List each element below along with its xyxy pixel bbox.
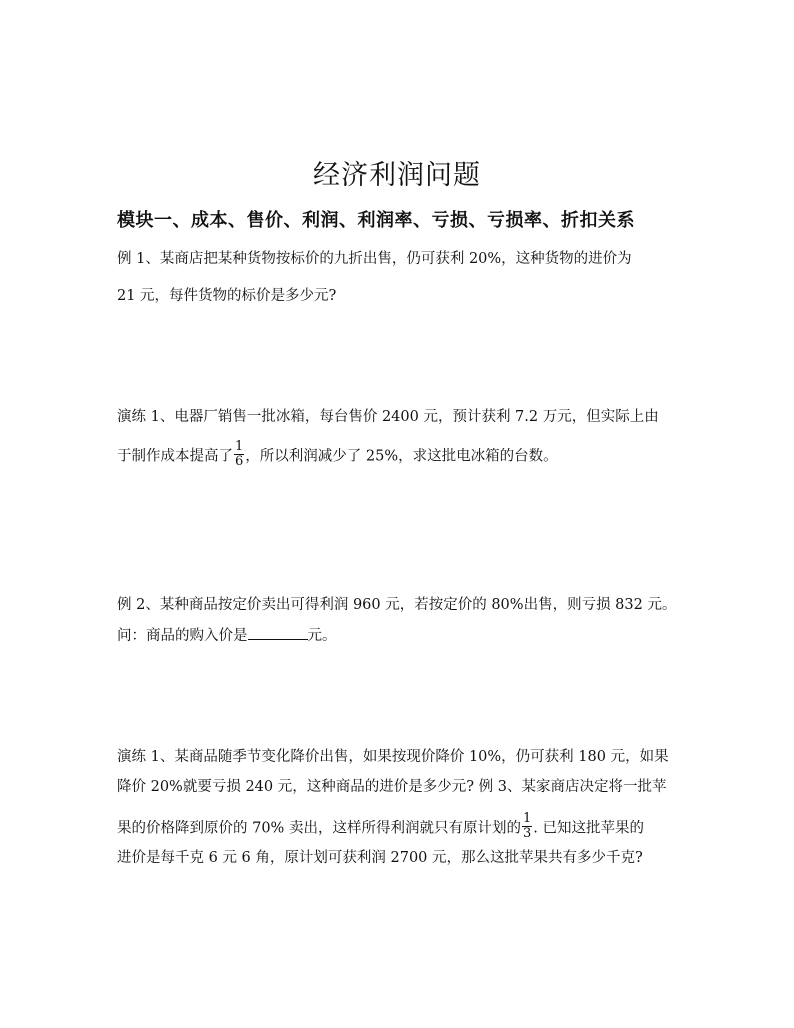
fraction-numerator: 1	[522, 811, 532, 826]
practice1-line2-after: ，所以利润减少了 25%，求这批电冰箱的台数。	[245, 448, 558, 465]
practice1-line2	[117, 439, 558, 471]
section-heading: 模块一、成本、售价、利润、利润率、亏损、亏损率、折扣关系	[117, 210, 635, 231]
practice1-line2-before: 于制作成本提高了	[117, 448, 233, 465]
example2-line2	[117, 623, 337, 648]
page-title: 经济利润问题	[313, 160, 481, 191]
practice2-line2: 降价 20%就要亏损 240 元，这种商品的进价是多少元? 例 3、某家商店决定将一批苹	[117, 779, 667, 795]
fraction-denominator: 3	[522, 826, 532, 841]
practice1-line1: 演练 1、电器厂销售一批冰箱，每台售价 2400 元，预计获利 7.2 万元，但实际上由	[117, 409, 659, 425]
example2-line2-after: 元。	[307, 628, 337, 644]
practice2-line1: 演练 1、某商品随季节变化降价出售，如果按现价降价 10%，仍可获利 180 元，如果	[117, 749, 669, 765]
example1-line2: 21 元，每件货物的标价是多少元?	[117, 288, 337, 304]
answer-blank[interactable]	[248, 623, 308, 640]
example1-line1: 例 1、某商店把某种货物按标价的九折出售，仍可获利 20%，这种货物的进价为	[117, 251, 632, 267]
fraction-denominator: 6	[235, 454, 244, 469]
fraction-numerator: 1	[235, 439, 244, 454]
practice2-line4: 进价是每千克 6 元 6 角，原计划可获利润 2700 元，那么这批苹果共有多少千克?	[117, 850, 643, 866]
example2-line2-before: 问：商品的购入价是	[117, 628, 248, 644]
fraction-one-third	[522, 812, 532, 841]
practice2-line3-before: 果的价格降到原价的 70% 卖出，这样所得利润就只有原计划的	[117, 820, 521, 837]
practice2-line3	[117, 811, 644, 843]
example2-line1: 例 2、某种商品按定价卖出可得利润 960 元，若按定价的 80%出售，则亏损 832 元。	[117, 597, 677, 613]
fraction-one-sixth	[234, 440, 244, 469]
practice2-line3-after: . 已知这批苹果的	[533, 820, 644, 837]
